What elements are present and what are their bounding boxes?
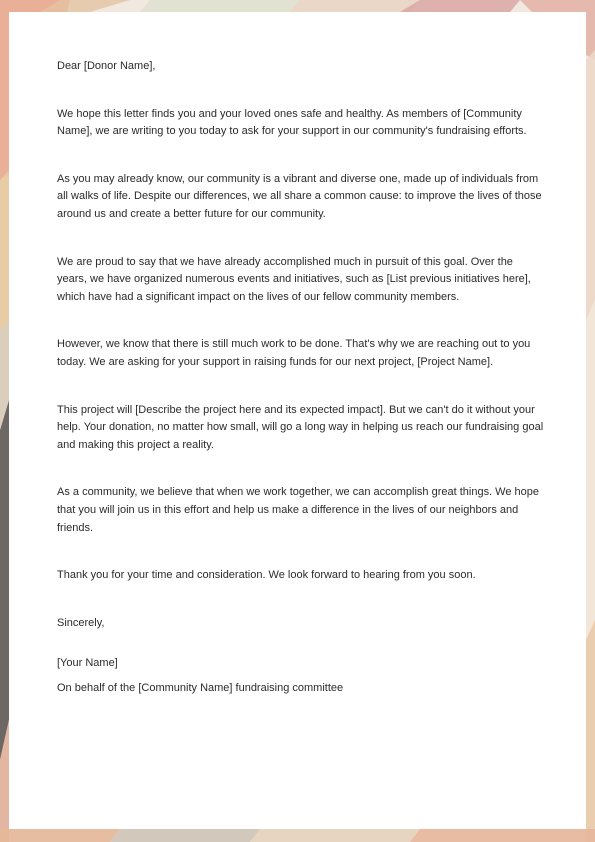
letter-body xyxy=(57,58,545,697)
closing: Sincerely, xyxy=(57,616,105,629)
signature-name: [Your Name] xyxy=(57,657,118,670)
paragraph-4: However, we know that there is still much work to be done. That's why we are reaching out to you today. We are asking for your support in raising funds for our next project, [Project Name]. xyxy=(57,338,531,368)
salutation: Dear [Donor Name], xyxy=(57,60,156,72)
paragraph-3: We are proud to say that we have already accomplished much in pursuit of this goal. Over the years, we have organized numerous events and initiatives, such as [List previous initiatives here], which have had a significant impact on the lives of our fellow community members. xyxy=(57,255,531,303)
paragraph-1: We hope this letter finds you and your loved ones safe and healthy. As members of [Community Name], we are writing to you today to ask for your support in our community's fundraising efforts. xyxy=(57,107,527,138)
paragraph-7: Thank you for your time and consideration. We look forward to hearing from you soon. xyxy=(57,569,476,582)
paragraph-6: As a community, we believe that when we work together, we can accomplish great things. We hope that you will join us in this effort and help us make a difference in the lives of our neighbors and friends. xyxy=(57,486,540,534)
paragraph-2: As you may already know, our community is a vibrant and diverse one, made up of individuals from all walks of life. Despite our differences, we all share a common cause: to improve the lives of those around us and create a better future for our community. xyxy=(57,172,542,220)
paragraph-5: This project will [Describe the project here and its expected impact]. But we can't do it without your help. Your donation, no matter how small, will go a long way in helping us reach our fundraising goal and making this project a reality. xyxy=(57,403,544,451)
letter-sheet xyxy=(9,12,586,829)
signature-title: On behalf of the [Community Name] fundraising committee xyxy=(57,681,344,694)
